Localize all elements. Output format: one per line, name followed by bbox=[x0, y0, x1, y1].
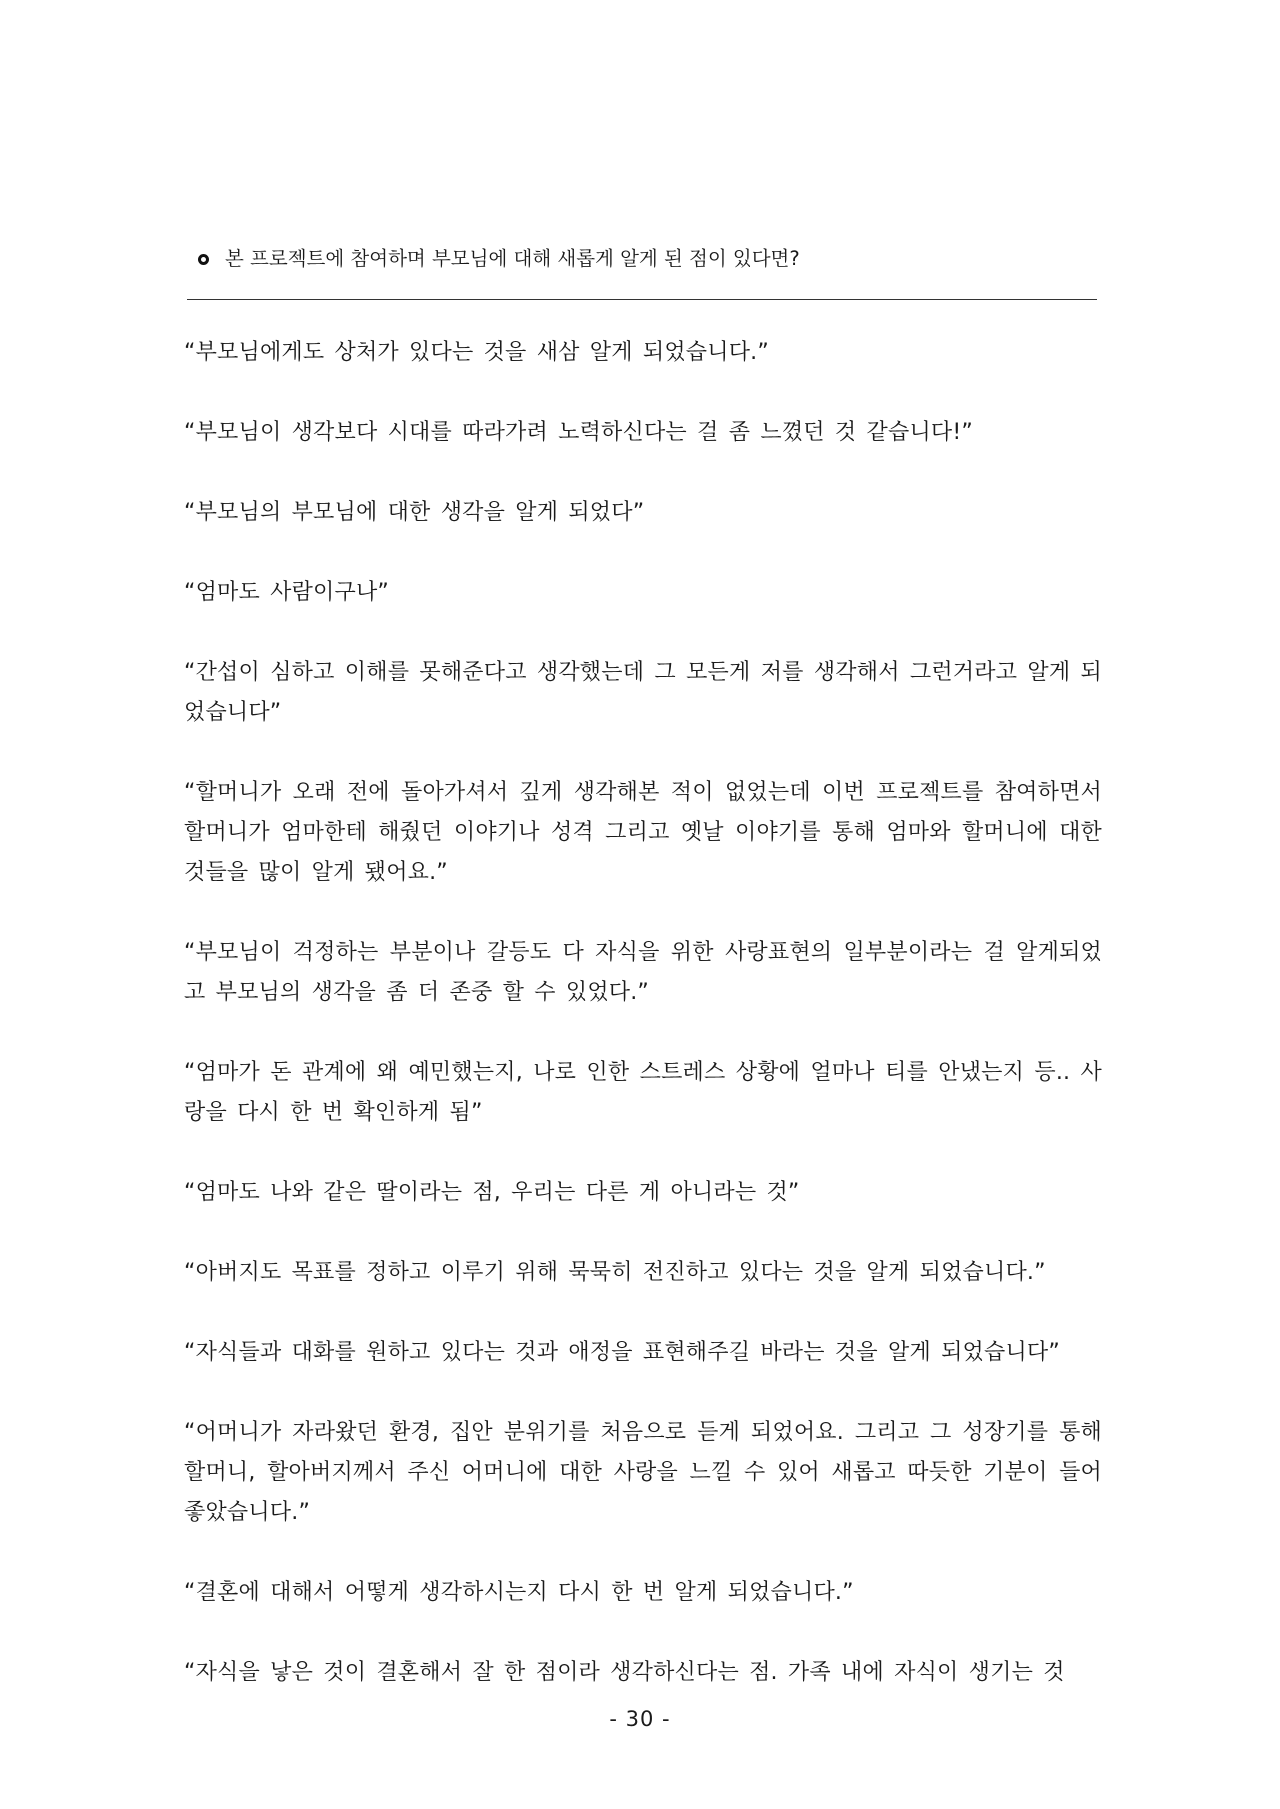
response-quote: “부모님에게도 상처가 있다는 것을 새삼 알게 되었습니다.” bbox=[184, 340, 769, 365]
response-quote: “어머니가 자라왔던 환경, 집안 분위기를 처음으로 듣게 되었어요. 그리고 그 성장기를 통해 할머니, 할아버지께서 주신 어머니에 대한 사랑을 느낄 수 있어 새롭고 따듯한 기분이 들어 좋았습니다.” bbox=[184, 1420, 1102, 1525]
question-heading bbox=[198, 244, 1098, 274]
response-quote: “부모님이 생각보다 시대를 따라가려 노력하신다는 걸 좀 느꼈던 것 같습니다!” bbox=[184, 420, 973, 445]
divider-line bbox=[187, 299, 1097, 300]
response-quote: “아버지도 목표를 정하고 이루기 위해 묵묵히 전진하고 있다는 것을 알게 되었습니다.” bbox=[184, 1260, 1046, 1285]
response-quote: “부모님의 부모님에 대한 생각을 알게 되었다” bbox=[184, 500, 645, 525]
page-number: - 30 - bbox=[609, 1707, 671, 1731]
response-quote: “간섭이 심하고 이해를 못해준다고 생각했는데 그 모든게 저를 생각해서 그런거라고 알게 되었습니다” bbox=[184, 660, 1102, 725]
circle-bullet-icon bbox=[198, 254, 209, 265]
response-list bbox=[184, 333, 1102, 1733]
question-text: 본 프로젝트에 참여하며 부모님에 대해 새롭게 알게 된 점이 있다면? bbox=[225, 247, 800, 270]
response-quote: “엄마도 나와 같은 딸이라는 점, 우리는 다른 게 아니라는 것” bbox=[184, 1180, 800, 1205]
response-quote: “자식을 낳은 것이 결혼해서 잘 한 점이라 생각하신다는 점. 가족 내에 자식이 생기는 것 bbox=[184, 1660, 1065, 1685]
response-quote: “결혼에 대해서 어떻게 생각하시는지 다시 한 번 알게 되었습니다.” bbox=[184, 1580, 854, 1605]
response-quote: “할머니가 오래 전에 돌아가셔서 깊게 생각해본 적이 없었는데 이번 프로젝트를 참여하면서 할머니가 엄마한테 해줬던 이야기나 성격 그리고 옛날 이야기를 통해 엄마와 할머니에 대한 것들을 많이 알게 됐어요.” bbox=[184, 780, 1102, 885]
response-quote: “자식들과 대화를 원하고 있다는 것과 애정을 표현해주길 바라는 것을 알게 되었습니다” bbox=[184, 1340, 1060, 1365]
response-quote: “부모님이 걱정하는 부분이나 갈등도 다 자식을 위한 사랑표현의 일부분이라는 걸 알게되었고 부모님의 생각을 좀 더 존중 할 수 있었다.” bbox=[184, 940, 1102, 1005]
response-quote: “엄마가 돈 관계에 왜 예민했는지, 나로 인한 스트레스 상황에 얼마나 티를 안냈는지 등.. 사랑을 다시 한 번 확인하게 됨” bbox=[184, 1060, 1102, 1125]
response-quote: “엄마도 사람이구나” bbox=[184, 580, 390, 605]
